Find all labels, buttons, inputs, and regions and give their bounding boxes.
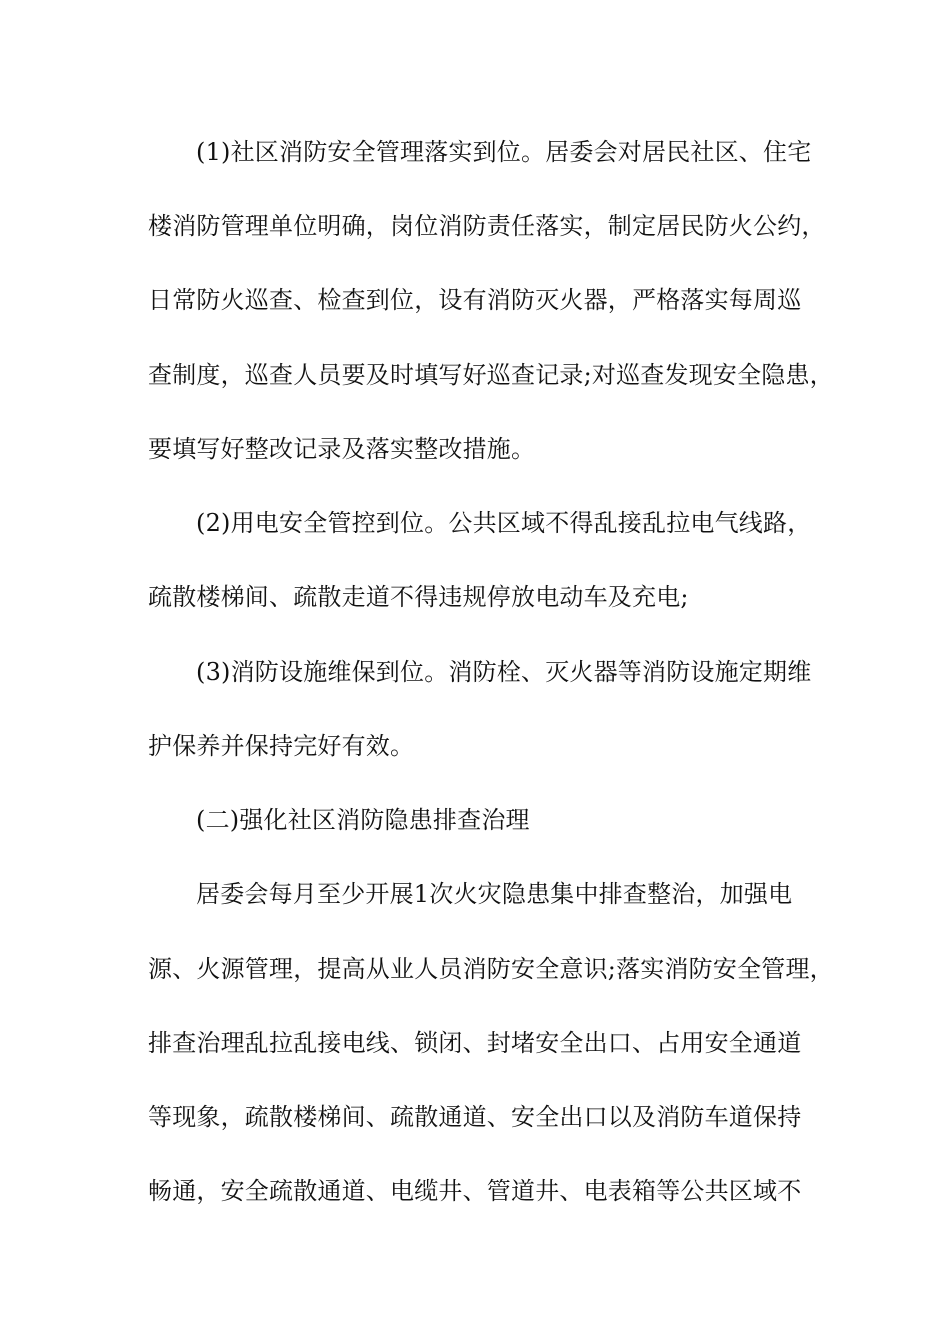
paragraph-1-line-2: 楼消防管理单位明确，岗位消防责任落实，制定居民防火公约，	[148, 212, 826, 240]
paragraph-1-line-3: 日常防火巡查、检查到位，设有消防灭火器，严格落实每周巡	[148, 286, 802, 314]
paragraph-2-line-1: (2)用电安全管控到位。公共区域不得乱接乱拉电气线路，	[196, 509, 812, 537]
paragraph-4-line-5: 畅通，安全疏散通道、电缆井、管道井、电表箱等公共区域不	[148, 1177, 802, 1205]
paragraph-4-line-3: 排查治理乱拉乱接电线、锁闭、封堵安全出口、占用安全通道	[148, 1029, 802, 1057]
paragraph-1-line-5: 要填写好整改记录及落实整改措施。	[148, 435, 536, 463]
paragraph-4-line-1: 居委会每月至少开展1次火灾隐患集中排查整治，加强电	[196, 880, 793, 908]
paragraph-3-line-2: 护保养并保持完好有效。	[148, 732, 415, 760]
paragraph-4-line-4: 等现象，疏散楼梯间、疏散通道、安全出口以及消防车道保持	[148, 1103, 802, 1131]
paragraph-1-line-1: (1)社区消防安全管理落实到位。居委会对居民社区、住宅	[196, 138, 812, 166]
paragraph-2-line-2: 疏散楼梯间、疏散走道不得违规停放电动车及充电;	[148, 583, 689, 611]
section-heading: (二)强化社区消防隐患排查治理	[196, 806, 530, 834]
paragraph-1-line-4: 查制度，巡查人员要及时填写好巡查记录;对巡查发现安全隐患，	[148, 361, 834, 389]
paragraph-3-line-1: (3)消防设施维保到位。消防栓、灭火器等消防设施定期维	[196, 658, 812, 686]
paragraph-4-line-2: 源、火源管理，提高从业人员消防安全意识;落实消防安全管理，	[148, 955, 834, 983]
